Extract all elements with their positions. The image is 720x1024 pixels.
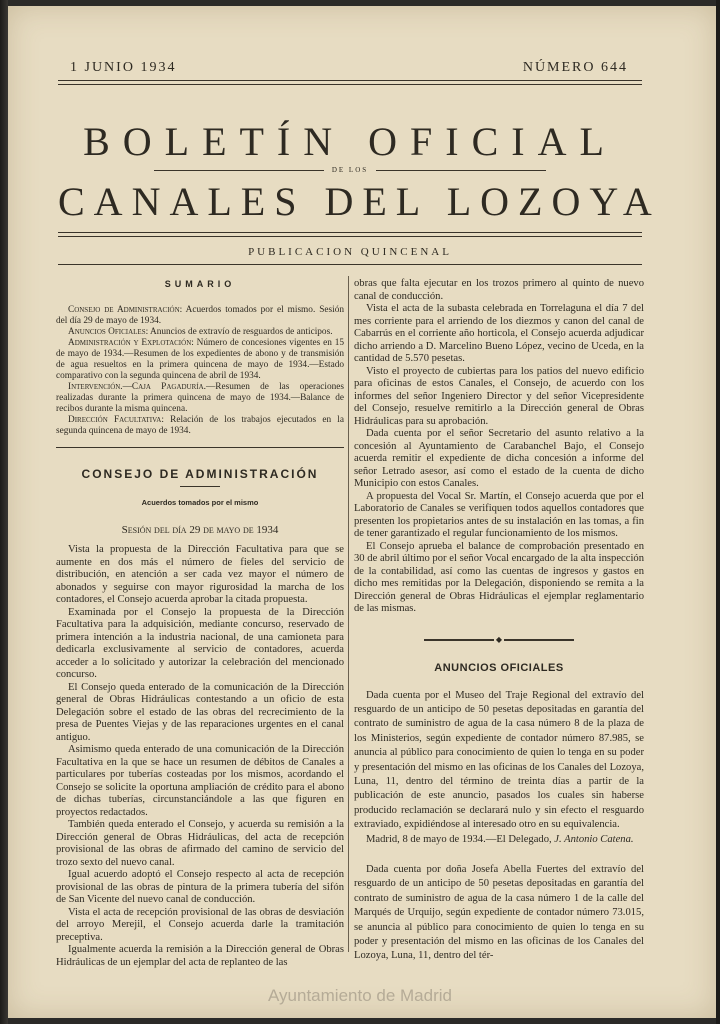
- session-heading: Sesión del día 29 de mayo de 1934: [121, 523, 279, 536]
- watermark: Ayuntamiento de Madrid: [268, 986, 452, 1005]
- consejo-paragraph: También queda enterado el Consejo, y acuerda su remisión a la Dirección general de Obras Hidráulicas, del acta de recepción provisional de las obras de afirmado del camino de servicio del trozo sexto del nuevo canal.: [56, 819, 344, 868]
- document-page: [8, 6, 716, 1018]
- sumario-list: [56, 305, 344, 437]
- issue-date: 1 JUNIO 1934: [70, 60, 177, 75]
- consejo-paragraph: A propuesta del Vocal Sr. Martín, el Consejo acuerda que por el Laboratorio de Canales se verifiquen todos aquellos contadores que presenten los propietarios antes de su instalación en las tomas, a fin de tener garantizado el regular funcionamiento de los mismos.: [354, 490, 644, 539]
- consejo-subheading: Acuerdos tomados por el mismo: [141, 498, 259, 507]
- sumario-label: Administración y Explotación:: [68, 337, 194, 348]
- sumario-text: Acuerdos tomados por el mismo. Sesión del día 29 de mayo de 1934.: [56, 304, 344, 326]
- left-column: [56, 278, 344, 969]
- consejo-paragraph: Igualmente acuerda la remisión a la Dirección general de Obras Hidráulicas de un ejemplar del acta de replanteo de las: [56, 944, 344, 968]
- spacer: [354, 847, 644, 863]
- issue-number: NÚMERO 644: [522, 60, 628, 75]
- sumario-item: [56, 305, 344, 327]
- scan-edge-right: [716, 0, 720, 1024]
- consejo-paragraph: Vista el acta de la subasta celebrada en Torrelaguna el día 7 del mes corriente para el arriendo de los diezmos y canon del canal de Cabarrús en el corriente año horticola, el Consejo acuerda adjudicar dicho arriendo a D. Marcelino Bueno López, vecino de Uceda, en la cantidad de 5.570 pesetas.: [354, 303, 644, 364]
- consejo-paragraph: Visto el proyecto de cubiertas para los patios del nuevo edificio para oficinas de estos Canales, el Consejo, de acuerdo con los informes del señor Ingeniero Director y del señor Vicepresidente del Consejo, resuelve remitirlo a la Dirección general de Obras Hidráulicas para su aprobación.: [354, 365, 644, 427]
- top-rule-2: [58, 84, 642, 85]
- consejo-paragraph: El Consejo queda enterado de la comunicación de la Dirección general de Obras Hidráulicas contestando a un oficio de esta Delegación sobre el estado de las obras del recrecimiento de la presa de Puentes Viejas y de las reparaciones urgentes en el canal antiguo.: [56, 681, 344, 743]
- consejo-paragraph: Examinada por el Consejo la propuesta de la Dirección Facultativa para la adquisición, mediante concurso, reservado de primera intención a la industria nacional, de una camioneta para dedicarla exclusivamente al servicio de contadores, acuerda acceder a lo solicitado y autorizar la celebración del mencionado concurso.: [56, 606, 344, 680]
- consejo-paragraph: Dada cuenta por el señor Secretario del asunto relativo a la concesión al Ayuntamiento de Carabanchel Bajo, el Consejo acuerda remitir el expediente de dicha concesión a informe del señor Letrado asesor, así como el estado de la cuenta de dicho Municipio con estos Canales.: [354, 428, 644, 489]
- sumario-heading: SUMARIO: [164, 279, 236, 289]
- sumario-text: Relación de los trabajos ejecutados en la segunda quincena de mayo de 1934.: [56, 414, 344, 436]
- sumario-rule: [56, 447, 344, 448]
- column-separator: [348, 276, 349, 952]
- anuncios-heading: ANUNCIOS OFICIALES: [434, 662, 564, 674]
- sumario-text: Resumen de las operaciones realizadas durante la primera quincena de mayo de 1934.—Balance de recibos durante la misma quincena.: [56, 381, 344, 414]
- title-boletin-oficial: BOLETÍN OFICIAL: [83, 119, 617, 164]
- anuncio-paragraph: Dada cuenta por el Museo del Traje Regional del extravío del resguardo de un anticipo de 50 pesetas depositadas en garantía del contrato de suministro de agua de la casa número 8 de la plaza de los Ministerios, según expediente de contador número 87.985, se anuncia al público para conocimiento de quien lo tenga en su poder y presentación del mismo en las oficinas de los Canales del Lozoya, Luna, 11, dentro del término de treinta días a partir de la publicación de este anuncio, pasados los cuales sin haberse producido reclamación se declarará nulo y sin efecto el resguardo extraviado, expidiéndose al interesado otro en su equivalencia.: [354, 689, 644, 831]
- sumario-label: Intervención.—Caja Pagaduría.—: [68, 381, 216, 392]
- right-column: [354, 278, 644, 964]
- consejo-paragraph: Igual acuerdo adoptó el Consejo respecto al acta de recepción provisional de las obras de pintura de la primera tubería del sifón de San Vicente del nuevo canal de conducción.: [56, 869, 344, 905]
- sumario-label: Anuncios Oficiales:: [68, 326, 149, 337]
- title-rule-2: [58, 236, 642, 237]
- consejo-paragraph: Vista el acta de recepción provisional de las obras de desviación del arroyo Merejil, el Consejo acuerda darle la tramitación preceptiva.: [56, 906, 344, 943]
- publication-rule: [58, 264, 642, 265]
- consejo-paragraph: obras que falta ejecutar en los trozos primero al quinto de nuevo canal de conducción.: [354, 278, 644, 302]
- consejo-paragraph: Asimismo queda enterado de una comunicación de la Dirección Facultativa en la que se hace un resumen de débitos de Canales a particulares por tuberías costeadas por los mismos, acordando el Consejo se solicite la oportuna ampliación de crédito para el abono de dichas tuberías, circunstanciándole a las que figuren en proyectos redactados.: [56, 744, 344, 818]
- sumario-label: Dirección Facultativa:: [68, 414, 164, 425]
- title-rule: [58, 232, 642, 233]
- consejo-paragraph: Vista la propuesta de la Dirección Facultativa para que se aumente en dos más el número de fieles del servicio de distribución, en atención a ser cada vez mayor el número de abonados y seguirse con mayor rigurosidad la marcha de los contadores, el Consejo acuerda aprobar la citada propuesta.: [56, 544, 344, 605]
- signature-prefix: Madrid, 8 de mayo de 1934.—El Delegado,: [366, 833, 552, 845]
- sumario-text: Número de concesiones vigentes en 15 de mayo de 1934.—Resumen de los expedientes de abono y de transmisión de agua resueltos en la primera quincena de mayo de 1934.—Estado comparativo con la segunda quincena de abril de 1934.: [56, 337, 344, 381]
- anuncio-paragraph: Dada cuenta por doña Josefa Abella Fuertes del extravío del resguardo de un anticipo de 50 pesetas depositadas en garantía del contrato de suministro de agua de la casa número 1 de la calle del Marqués de Urquijo, según expediente de contador número 73.015, se anuncia al público para conocimiento de quien lo tenga en su poder y presentación del mismo en las oficinas de los Canales del Lozoya, Luna, 11, dentro del tér-: [354, 863, 644, 962]
- signature-name: J. Antonio Catena.: [554, 833, 634, 845]
- title-de-los: DE LOS: [58, 166, 642, 174]
- publication-frequency: PUBLICACION QUINCENAL: [248, 246, 452, 258]
- sumario-item: [56, 415, 344, 437]
- section-ornament: ◆: [354, 634, 644, 647]
- anuncios-body: [354, 689, 644, 964]
- sumario-item: [56, 338, 344, 382]
- sumario-label: Consejo de Administración:: [68, 304, 183, 315]
- sumario-item: [56, 382, 344, 415]
- sumario-text: Anuncios de extravío de resguardos de anticipos.: [148, 326, 333, 337]
- sumario-item: [56, 327, 344, 338]
- title-canales-del-lozoya: CANALES DEL LOZOYA: [58, 179, 661, 224]
- consejo-short-rule: [180, 486, 220, 487]
- top-rule: [58, 80, 642, 81]
- consejo-paragraph: El Consejo aprueba el balance de comprobación presentado en 30 de abril último por el señor Vocal encargado de la alta inspección de la contabilidad, así como las cuentas de ingresos y gastos en dicho mes remitidas por la Delegación, disponiendo se remita a la Dirección general de Obras Hidráulicas el ejemplar reglamentario de las mismas.: [354, 540, 644, 614]
- anuncio-signature: [354, 833, 644, 847]
- consejo-heading: CONSEJO DE ADMINISTRACIÓN: [81, 466, 319, 481]
- scan-edge-left: [0, 0, 8, 1024]
